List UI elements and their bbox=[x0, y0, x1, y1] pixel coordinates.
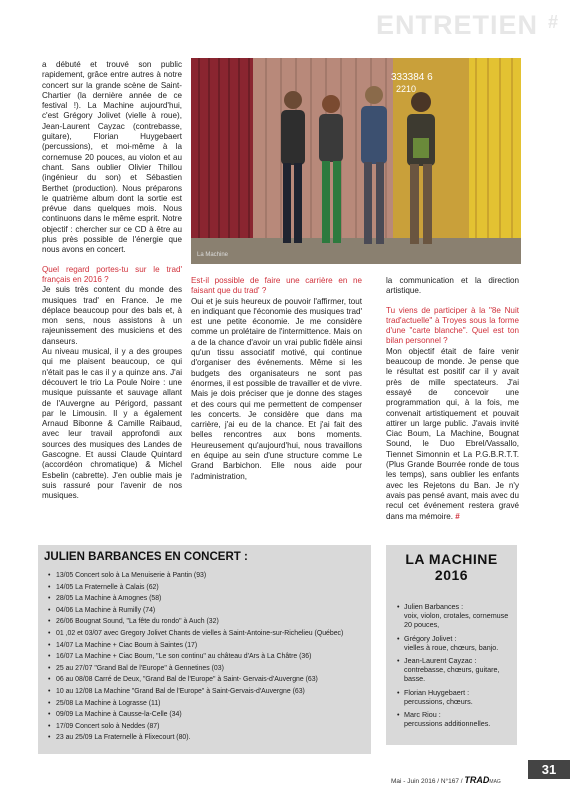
concert-list bbox=[48, 570, 370, 744]
paragraph: Au niveau musical, il y a des groupes qui me plaisent beaucoup, ce qui n'était pas le cas il y a quinze ans. J'ai découvert le trio La Poule Noire : une musique puissante et sauvage allant de l'Auvergne au Périgord, passant par le Limousin. Il y a également Arnaud Bibonne & Camille Raibaud, avec leur travail approfondi aux sources des musiques des Landes de Gascogne. Et aussi Claude Quintard (accordéon chromatique) & Michel Esbelin (cabrette). J'en oublie mais je suis rassuré pour l'avenir de nos musiques. bbox=[42, 347, 182, 501]
magazine-logo: TRAD bbox=[464, 775, 490, 785]
list-item: • 26/06 Bougnat Sound, "La fête du rondo" à Auch (32) bbox=[48, 618, 219, 626]
list-item: • 17/09 Concert solo à Neddes (87) bbox=[48, 722, 160, 730]
issue-info: Mai - Juin 2016 / N°167 / bbox=[391, 778, 463, 785]
list-item: • 04/06 La Machine à Rumilly (74) bbox=[48, 606, 156, 614]
hash-mark: # bbox=[547, 12, 558, 32]
column-left bbox=[42, 60, 182, 501]
paragraph: la communication et la direction artistique. bbox=[386, 276, 519, 296]
list-item: • 25/08 La Machine à Lograsse (11) bbox=[48, 699, 161, 707]
list-item: • 25 au 27/07 "Grand Bal de l'Europe" à Gennetines (03) bbox=[48, 664, 224, 672]
paragraph bbox=[386, 347, 519, 522]
concert-box bbox=[38, 545, 371, 754]
end-mark: # bbox=[455, 511, 460, 521]
magazine-logo-suffix: MAG bbox=[489, 779, 501, 785]
band-title: LA MACHINE 2016 bbox=[405, 551, 498, 583]
concert-title: JULIEN BARBANCES EN CONCERT : bbox=[44, 551, 248, 563]
band-member: • Julien Barbances : voix, violon, crotales, cornemuse 20 pouces, bbox=[397, 602, 509, 630]
paragraph: Je suis très content du monde des musiques trad' en France. Je me déplace beaucoup pour des bals et, à mon sens, nous assistons à un rajeunissement des musiciens et des danseurs. bbox=[42, 285, 182, 346]
container-code: 333384 6 bbox=[391, 72, 433, 83]
question: Est-il possible de faire une carrière en ne faisant que du trad' ? bbox=[191, 276, 362, 296]
band-member: • Marc Riou : percussions additionnelles. bbox=[397, 710, 491, 729]
list-item: • 28/05 La Machine à Amognes (58) bbox=[48, 595, 162, 603]
paragraph-text: Mon objectif était de faire venir beaucoup de monde. Je pense que le résultat est positif car il y avait près de mille spectateurs. J'ai essayé de concevoir une programmation qui, à la fois, me convenait artistiquement et pouvait attirer un large public. J'avais invité Ciac Boum, La Machine, Bougnat Sound, le Duo Ebrel/Vassallo, Tiennet Simonnin et La P.G.B.R.T.T. (Plus Grande Bourrée ronde de tous les temps), sans oublier les enfants avec les Rejetons du Ban. Je n'y avais pas pensé avant, mais avec du recul cet événement restera gravé dans ma mémoire. bbox=[386, 346, 519, 521]
list-item: • 23 au 25/09 La Fraternelle à Flixecourt (80). bbox=[48, 734, 191, 742]
band-box bbox=[386, 545, 517, 745]
band-member: • Jean-Laurent Cayzac : contrebasse, chœurs, guitare, basse. bbox=[397, 656, 500, 684]
list-item: • 16/07 La Machine + Ciac Boum, "Le son continu" au château d'Ars à La Châtre (36) bbox=[48, 653, 312, 661]
column-right bbox=[386, 276, 519, 522]
photo-caption: La Machine bbox=[197, 252, 229, 258]
list-item: • 13/05 Concert solo à La Menuiserie à Pantin (93) bbox=[48, 572, 207, 579]
list-item: • 10 au 12/08 La Machine "Grand Bal de l'Europe" à Saint-Gervais-d'Auvergne (63) bbox=[48, 687, 305, 695]
list-item: • 06 au 08/08 Carré de Deux, "Grand Bal de l'Europe" à Saint- Gervais-d'Auvergne (63) bbox=[48, 676, 318, 684]
section-title: ENTRETIEN bbox=[375, 10, 538, 40]
list-item: • 14/07 La Machine + Ciac Boum à Saintes (17) bbox=[48, 641, 198, 649]
band-photo-illustration bbox=[191, 58, 521, 264]
question: Quel regard portes-tu sur le trad' français en 2016 ? bbox=[42, 264, 182, 284]
band-member: • Grégory Jolivet : vielles à roue, chœurs, banjo. bbox=[397, 633, 499, 652]
band-member: • Florian Huygebaert : percussions, chœurs. bbox=[397, 687, 473, 706]
paragraph: Oui et je suis heureux de pouvoir l'affirmer, tout en indiquant que l'économie des musiques trad' est une petite économie. Je me considère comme un prolétaire de l'intermittence. Mais on a de la chance d'avoir un vrai public fidèle ainsi qu'un tissu associatif motivé, qui continue d'organiser des événements. Même si les budgets des organisateurs ne sont pas énormes, il est possible de travailler et de vivre. Mais je dois préciser que je donne des stages et des cours qui me permettent de compenser les concerts. Je considère que dans ma carrière, j'ai eu de la chance. Et j'ai fait des belles rencontres aux bons moments. Heureusement qu'aujourd'hui, nous travaillons en équipe au sein d'une structure comme Le Grand Barbichon. Elle nous aide pour l'administration, bbox=[191, 296, 362, 481]
band-photo bbox=[191, 58, 521, 264]
container-code-2: 2210 bbox=[396, 84, 417, 94]
footer bbox=[391, 775, 501, 785]
column-middle bbox=[191, 276, 362, 482]
paragraph: a débuté et trouvé son public rapidement, grâce entre autres à notre concert sur la grande scène de Saint-Chartier (la dernière année de ce festival !). La Machine aujourd'hui, c'est Grégory Jolivet (vielle à roue), Jean-Laurent Cayzac (contrebasse, guitare), Florian Huygebaert (percussions), et moi-même à la cornemuse 20 pouces, au violon et au chant. Sans oublier Olivier Thillou (ingénieur du son) et Sébastien Berthet (production). Nous préparons le quatrième album dont la sortie est prévue dans quelques mois. Nous continuons dans le même esprit. Notre objectif : chercher sur ce CD à être au plus près possible de l'énergie que nous avons en concert. bbox=[42, 60, 182, 255]
list-item: • 01 ,02 et 03/07 avec Gregory Jolivet Chants de vielles à Saint-Antoine-sur-Richelieu (Québec) bbox=[48, 629, 344, 637]
question: Tu viens de participer à la "8e Nuit trad'actuelle" à Troyes sous la forme d'une "carte blanche". Quel est ton bilan personnel ? bbox=[386, 305, 519, 346]
page-number: 31 bbox=[528, 760, 570, 779]
list-item: • 09/09 La Machine à Causse-la-Celle (34) bbox=[48, 711, 182, 719]
list-item: • 14/05 La Fraternelle à Calais (62) bbox=[48, 583, 159, 591]
band-member-list bbox=[397, 602, 515, 732]
section-tag bbox=[366, 6, 566, 44]
